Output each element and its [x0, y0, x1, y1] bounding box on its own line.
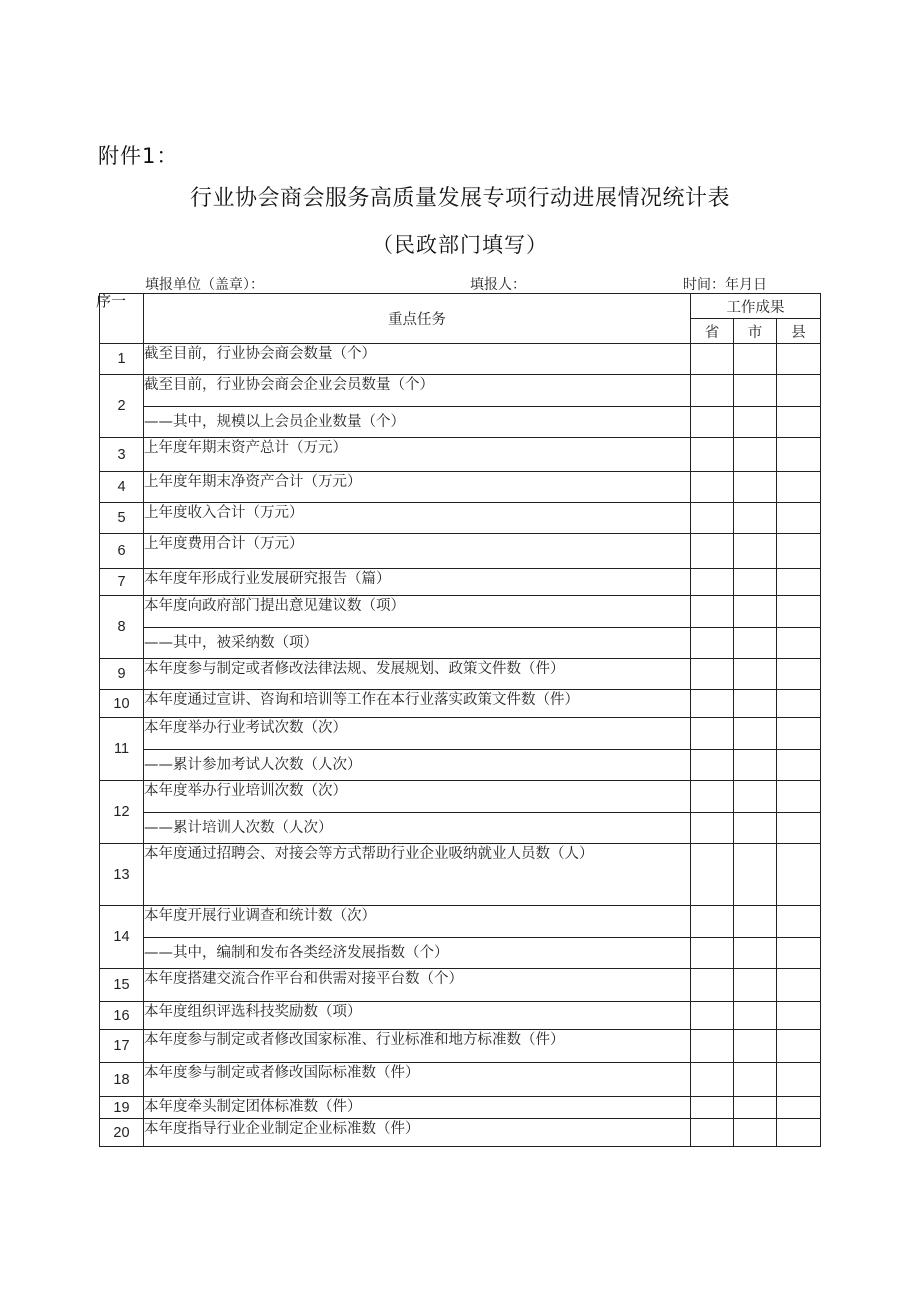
value-cell-province[interactable] — [691, 1002, 734, 1030]
value-cell-city[interactable] — [734, 659, 777, 690]
value-cell-province[interactable] — [691, 1119, 734, 1147]
value-cell-province[interactable] — [691, 659, 734, 690]
task-text: 本年度开展行业调查和统计数（次） — [144, 906, 691, 938]
value-cell-county[interactable] — [777, 503, 821, 534]
table-row — [100, 344, 821, 375]
row-number: 18 — [100, 1063, 144, 1097]
row-number: 14 — [100, 906, 144, 969]
task-text: 本年度参与制定或者修改国家标准、行业标准和地方标准数（件） — [144, 1030, 691, 1063]
corner-fragment: 序一 — [96, 292, 127, 310]
value-cell-city[interactable] — [734, 344, 777, 375]
value-cell-province[interactable] — [691, 534, 734, 569]
level-province-header: 省 — [691, 319, 734, 344]
sub-task-text: ——其中，规模以上会员企业数量（个） — [144, 407, 691, 438]
table-row — [100, 1097, 821, 1119]
date-label: 时间：年月日 — [683, 277, 767, 293]
value-cell-province[interactable] — [691, 1063, 734, 1097]
task-text: 本年度向政府部门提出意见建议数（项） — [144, 596, 691, 628]
document-subtitle: （民政部门填写） — [372, 233, 548, 257]
value-cell-county[interactable] — [777, 690, 821, 718]
row-number: 9 — [100, 659, 144, 690]
value-cell-city[interactable] — [734, 690, 777, 718]
value-cell-city[interactable] — [734, 781, 777, 813]
task-text: 截至目前，行业协会商会企业会员数量（个） — [144, 375, 691, 407]
row-number: 16 — [100, 1002, 144, 1030]
value-cell-county[interactable] — [777, 628, 821, 659]
value-cell-county[interactable] — [777, 1030, 821, 1063]
table-row — [100, 718, 821, 750]
value-cell-county[interactable] — [777, 569, 821, 596]
task-text: 上年度年期末净资产合计（万元） — [144, 472, 691, 503]
value-cell-county[interactable] — [777, 844, 821, 906]
task-text: 本年度通过宣讲、咨询和培训等工作在本行业落实政策文件数（件） — [144, 690, 691, 718]
value-cell-city[interactable] — [734, 750, 777, 781]
value-cell-city[interactable] — [734, 1119, 777, 1147]
value-cell-city[interactable] — [734, 718, 777, 750]
table-row — [100, 844, 821, 906]
value-cell-county[interactable] — [777, 1119, 821, 1147]
task-text: 本年度指导行业企业制定企业标准数（件） — [144, 1119, 691, 1147]
row-number: 11 — [100, 718, 144, 781]
value-cell-city[interactable] — [734, 628, 777, 659]
task-text: 本年度参与制定或者修改法律法规、发展规划、政策文件数（件） — [144, 659, 691, 690]
value-cell-city[interactable] — [734, 596, 777, 628]
value-cell-province[interactable] — [691, 407, 734, 438]
row-number: 19 — [100, 1097, 144, 1119]
value-cell-province[interactable] — [691, 1097, 734, 1119]
task-text: 本年度搭建交流合作平台和供需对接平台数（个） — [144, 969, 691, 1002]
value-cell-county[interactable] — [777, 969, 821, 1002]
value-cell-province[interactable] — [691, 938, 734, 969]
table-row — [100, 813, 821, 844]
task-text: 上年度费用合计（万元） — [144, 534, 691, 569]
value-cell-county[interactable] — [777, 534, 821, 569]
row-number: 15 — [100, 969, 144, 1002]
value-cell-province[interactable] — [691, 472, 734, 503]
reporter-label: 填报人： — [470, 277, 526, 293]
task-text: 本年度通过招聘会、对接会等方式帮助行业企业吸纳就业人员数（人） — [144, 844, 691, 906]
statistics-table — [99, 293, 821, 1147]
table-row — [100, 407, 821, 438]
row-number: 3 — [100, 438, 144, 472]
table-row — [100, 1030, 821, 1063]
value-cell-province[interactable] — [691, 569, 734, 596]
row-number: 17 — [100, 1030, 144, 1063]
value-cell-city[interactable] — [734, 938, 777, 969]
value-cell-county[interactable] — [777, 1002, 821, 1030]
table-row — [100, 1119, 821, 1147]
value-cell-city[interactable] — [734, 472, 777, 503]
task-text: 本年度年形成行业发展研究报告（篇） — [144, 569, 691, 596]
value-cell-county[interactable] — [777, 659, 821, 690]
value-cell-province[interactable] — [691, 690, 734, 718]
level-city-header: 市 — [734, 319, 777, 344]
task-text: 本年度举办行业培训次数（次） — [144, 781, 691, 813]
task-text: 本年度组织评选科技奖励数（项） — [144, 1002, 691, 1030]
table-row — [100, 569, 821, 596]
row-number: 7 — [100, 569, 144, 596]
value-cell-province[interactable] — [691, 438, 734, 472]
sub-task-text: ——累计参加考试人次数（人次） — [144, 750, 691, 781]
value-cell-province[interactable] — [691, 503, 734, 534]
value-cell-city[interactable] — [734, 1030, 777, 1063]
value-cell-county[interactable] — [777, 906, 821, 938]
table-row — [100, 1063, 821, 1097]
task-text: 上年度收入合计（万元） — [144, 503, 691, 534]
value-cell-province[interactable] — [691, 375, 734, 407]
task-text: 本年度举办行业考试次数（次） — [144, 718, 691, 750]
value-cell-city[interactable] — [734, 569, 777, 596]
document-title: 行业协会商会服务高质量发展专项行动进展情况统计表 — [189, 186, 730, 211]
value-cell-province[interactable] — [691, 1030, 734, 1063]
table-row — [100, 1002, 821, 1030]
value-cell-city[interactable] — [734, 844, 777, 906]
reporting-unit-label: 填报单位（盖章）： — [145, 277, 264, 293]
value-cell-province[interactable] — [691, 596, 734, 628]
row-number: 5 — [100, 503, 144, 534]
value-cell-county[interactable] — [777, 813, 821, 844]
table-row — [100, 438, 821, 472]
value-cell-province[interactable] — [691, 344, 734, 375]
table-row — [100, 503, 821, 534]
result-header: 工作成果 — [691, 294, 821, 319]
value-cell-county[interactable] — [777, 438, 821, 472]
value-cell-city[interactable] — [734, 503, 777, 534]
table-row — [100, 534, 821, 569]
value-cell-province[interactable] — [691, 813, 734, 844]
row-number: 8 — [100, 596, 144, 659]
value-cell-county[interactable] — [777, 1097, 821, 1119]
value-cell-province[interactable] — [691, 781, 734, 813]
task-text: 截至目前，行业协会商会数量（个） — [144, 344, 691, 375]
task-text: 上年度年期末资产总计（万元） — [144, 438, 691, 472]
value-cell-province[interactable] — [691, 718, 734, 750]
value-cell-province[interactable] — [691, 750, 734, 781]
value-cell-county[interactable] — [777, 596, 821, 628]
table-row — [100, 690, 821, 718]
sub-task-text: ——累计培训人次数（人次） — [144, 813, 691, 844]
task-header: 重点任务 — [144, 294, 691, 344]
value-cell-city[interactable] — [734, 813, 777, 844]
table-row — [100, 472, 821, 503]
sub-task-text: ——其中，被采纳数（项） — [144, 628, 691, 659]
value-cell-city[interactable] — [734, 969, 777, 1002]
value-cell-county[interactable] — [777, 344, 821, 375]
value-cell-province[interactable] — [691, 969, 734, 1002]
value-cell-county[interactable] — [777, 750, 821, 781]
row-number: 12 — [100, 781, 144, 844]
value-cell-city[interactable] — [734, 1097, 777, 1119]
value-cell-city[interactable] — [734, 1063, 777, 1097]
value-cell-city[interactable] — [734, 407, 777, 438]
value-cell-county[interactable] — [777, 781, 821, 813]
row-number: 10 — [100, 690, 144, 718]
table-row — [100, 781, 821, 813]
row-number: 13 — [100, 844, 144, 906]
row-number: 1 — [100, 344, 144, 375]
row-number: 6 — [100, 534, 144, 569]
attachment-label: 附件1： — [98, 144, 179, 168]
value-cell-county[interactable] — [777, 407, 821, 438]
row-number: 2 — [100, 375, 144, 438]
value-cell-province[interactable] — [691, 844, 734, 906]
value-cell-city[interactable] — [734, 906, 777, 938]
table-row — [100, 750, 821, 781]
task-text: 本年度牵头制定团体标准数（件） — [144, 1097, 691, 1119]
value-cell-province[interactable] — [691, 628, 734, 659]
level-county-header: 县 — [777, 319, 821, 344]
value-cell-city[interactable] — [734, 534, 777, 569]
value-cell-county[interactable] — [777, 718, 821, 750]
value-cell-county[interactable] — [777, 938, 821, 969]
table-row — [100, 938, 821, 969]
value-cell-county[interactable] — [777, 1063, 821, 1097]
table-row — [100, 906, 821, 938]
table-row — [100, 969, 821, 1002]
value-cell-city[interactable] — [734, 375, 777, 407]
value-cell-county[interactable] — [777, 472, 821, 503]
sub-task-text: ——其中，编制和发布各类经济发展指数（个） — [144, 938, 691, 969]
row-number: 20 — [100, 1119, 144, 1147]
table-row — [100, 375, 821, 407]
value-cell-county[interactable] — [777, 375, 821, 407]
value-cell-city[interactable] — [734, 1002, 777, 1030]
value-cell-province[interactable] — [691, 906, 734, 938]
table-row — [100, 628, 821, 659]
value-cell-city[interactable] — [734, 438, 777, 472]
table-row — [100, 659, 821, 690]
row-number: 4 — [100, 472, 144, 503]
task-text: 本年度参与制定或者修改国际标准数（件） — [144, 1063, 691, 1097]
table-row — [100, 596, 821, 628]
